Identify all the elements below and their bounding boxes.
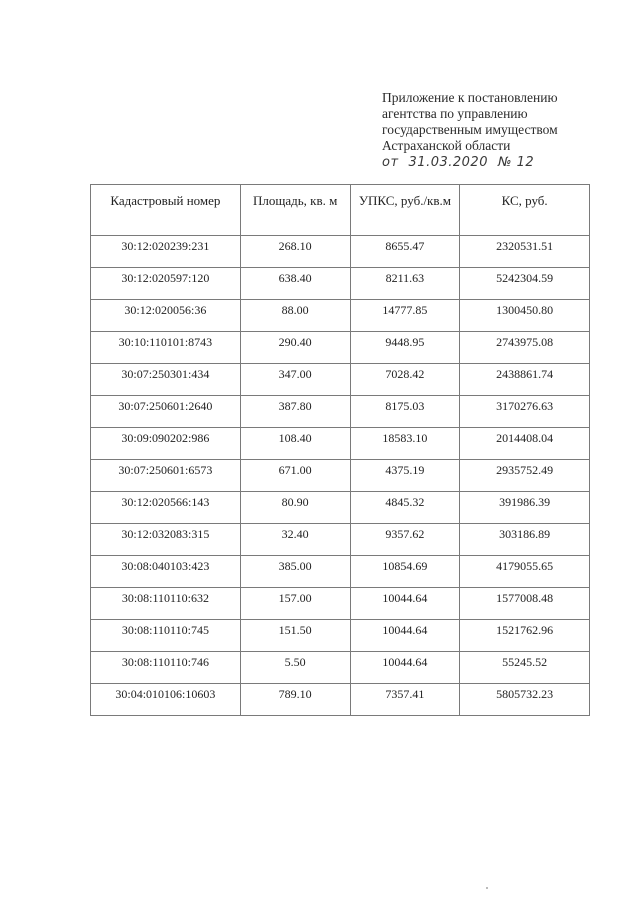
- table-row: [91, 396, 590, 428]
- scan-speck: [486, 887, 488, 889]
- cell-upks: 10044.64: [350, 652, 460, 684]
- cell-ks: 55245.52: [460, 652, 590, 684]
- cell-upks: 10854.69: [350, 556, 460, 588]
- cell-area: 88.00: [240, 300, 350, 332]
- cell-cadastral-number: 30:07:250601:6573: [91, 460, 241, 492]
- cell-upks: 4845.32: [350, 492, 460, 524]
- cell-area: 5.50: [240, 652, 350, 684]
- table-row: [91, 428, 590, 460]
- cell-upks: 18583.10: [350, 428, 460, 460]
- cell-cadastral-number: 30:08:110110:746: [91, 652, 241, 684]
- column-header-area: Площадь, кв. м: [240, 185, 350, 236]
- cell-cadastral-number: 30:10:110101:8743: [91, 332, 241, 364]
- cell-area: 151.50: [240, 620, 350, 652]
- cell-ks: 3170276.63: [460, 396, 590, 428]
- cell-cadastral-number: 30:12:020566:143: [91, 492, 241, 524]
- appendix-header: [382, 90, 622, 171]
- cell-ks: 391986.39: [460, 492, 590, 524]
- cell-cadastral-number: 30:12:032083:315: [91, 524, 241, 556]
- cell-upks: 7357.41: [350, 684, 460, 716]
- header-line: Астраханской области: [382, 138, 511, 153]
- cell-area: 347.00: [240, 364, 350, 396]
- table-row: [91, 620, 590, 652]
- table-row: [91, 492, 590, 524]
- cell-cadastral-number: 30:07:250301:434: [91, 364, 241, 396]
- cell-ks: 5242304.59: [460, 268, 590, 300]
- cell-ks: 2438861.74: [460, 364, 590, 396]
- cell-cadastral-number: 30:07:250601:2640: [91, 396, 241, 428]
- table-row: [91, 236, 590, 268]
- cell-ks: 5805732.23: [460, 684, 590, 716]
- cadastral-table: [90, 184, 590, 716]
- cell-area: 108.40: [240, 428, 350, 460]
- cell-upks: 8211.63: [350, 268, 460, 300]
- handwritten-date-number: [382, 155, 622, 171]
- column-header-cadastral-number: Кадастровый номер: [91, 185, 241, 236]
- header-line: агентства по управлению: [382, 106, 528, 121]
- table-row: [91, 524, 590, 556]
- cell-ks: 303186.89: [460, 524, 590, 556]
- cell-area: 80.90: [240, 492, 350, 524]
- cell-upks: 14777.85: [350, 300, 460, 332]
- cell-upks: 4375.19: [350, 460, 460, 492]
- cell-ks: 1300450.80: [460, 300, 590, 332]
- table-row: [91, 652, 590, 684]
- cell-area: 290.40: [240, 332, 350, 364]
- cell-upks: 9357.62: [350, 524, 460, 556]
- cell-cadastral-number: 30:08:040103:423: [91, 556, 241, 588]
- table-row: [91, 556, 590, 588]
- cell-area: 638.40: [240, 268, 350, 300]
- table-row: [91, 332, 590, 364]
- cell-area: 32.40: [240, 524, 350, 556]
- cell-upks: 10044.64: [350, 620, 460, 652]
- header-line: государственным имуществом: [382, 122, 558, 137]
- table-row: [91, 588, 590, 620]
- header-line: Приложение к постановлению: [382, 90, 558, 105]
- cell-ks: 4179055.65: [460, 556, 590, 588]
- column-header-ks: КС, руб.: [460, 185, 590, 236]
- handwritten-prefix: от: [382, 155, 399, 170]
- cell-upks: 10044.64: [350, 588, 460, 620]
- table-body: [91, 236, 590, 716]
- cell-ks: 1577008.48: [460, 588, 590, 620]
- cell-area: 157.00: [240, 588, 350, 620]
- cell-ks: 2320531.51: [460, 236, 590, 268]
- table-row: [91, 268, 590, 300]
- cell-upks: 8655.47: [350, 236, 460, 268]
- table-header-row: [91, 185, 590, 236]
- cell-ks: 1521762.96: [460, 620, 590, 652]
- table-row: [91, 364, 590, 396]
- cell-upks: 9448.95: [350, 332, 460, 364]
- cell-cadastral-number: 30:04:010106:10603: [91, 684, 241, 716]
- cell-area: 268.10: [240, 236, 350, 268]
- column-header-upks: УПКС, руб./кв.м: [350, 185, 460, 236]
- handwritten-date: 31.03.2020: [408, 155, 488, 170]
- cell-cadastral-number: 30:12:020597:120: [91, 268, 241, 300]
- cell-area: 789.10: [240, 684, 350, 716]
- handwritten-number: № 12: [497, 155, 535, 170]
- cell-cadastral-number: 30:09:090202:986: [91, 428, 241, 460]
- cell-ks: 2743975.08: [460, 332, 590, 364]
- cell-cadastral-number: 30:08:110110:632: [91, 588, 241, 620]
- cell-area: 385.00: [240, 556, 350, 588]
- table-row: [91, 300, 590, 332]
- table-row: [91, 684, 590, 716]
- cell-cadastral-number: 30:12:020239:231: [91, 236, 241, 268]
- cell-area: 671.00: [240, 460, 350, 492]
- table-row: [91, 460, 590, 492]
- cell-upks: 8175.03: [350, 396, 460, 428]
- cell-ks: 2935752.49: [460, 460, 590, 492]
- cell-cadastral-number: 30:08:110110:745: [91, 620, 241, 652]
- cell-cadastral-number: 30:12:020056:36: [91, 300, 241, 332]
- cell-ks: 2014408.04: [460, 428, 590, 460]
- cell-upks: 7028.42: [350, 364, 460, 396]
- cell-area: 387.80: [240, 396, 350, 428]
